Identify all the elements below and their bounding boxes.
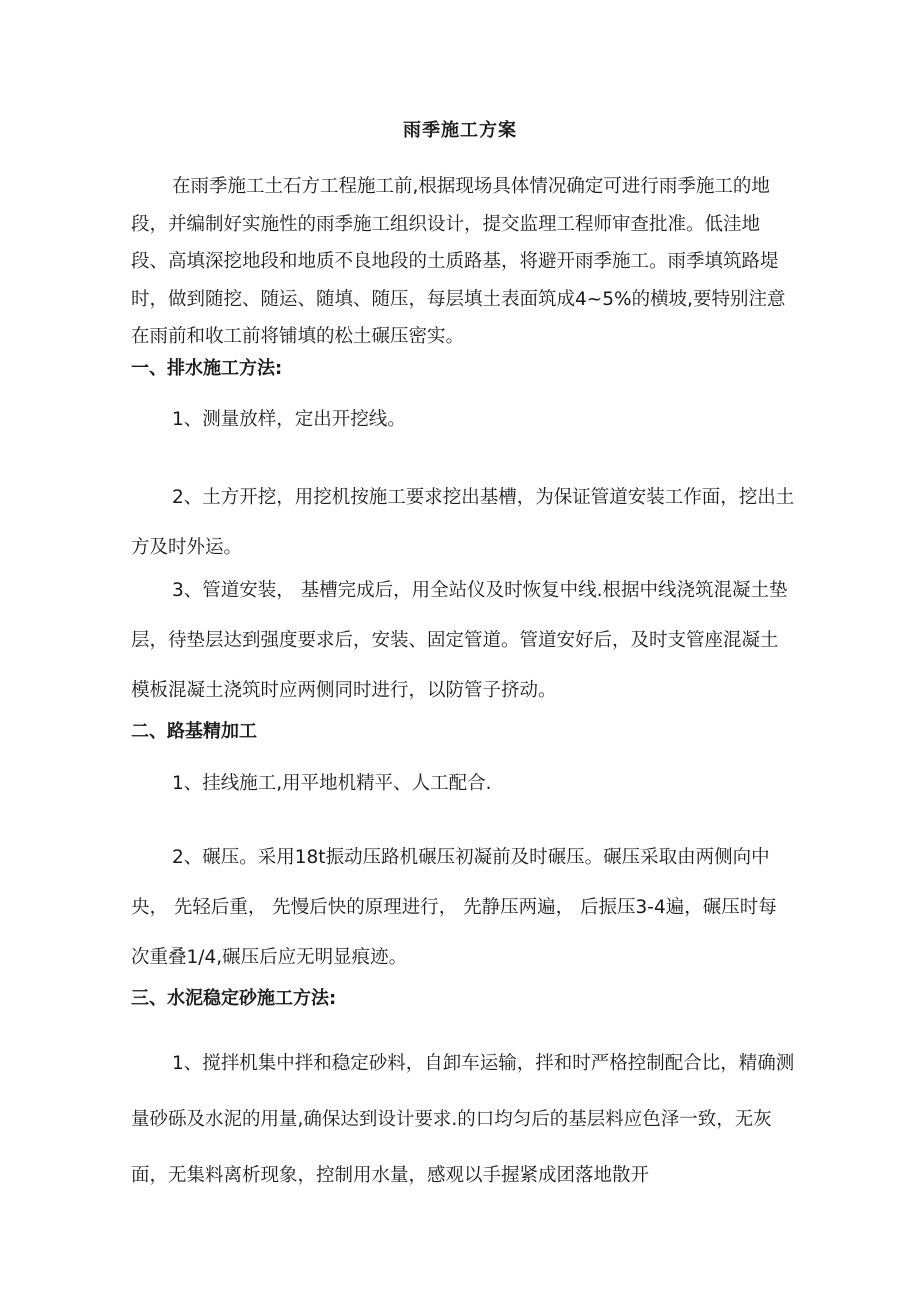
drainage-step-3: 3、管道安装， 基槽完成后，用全站仪及时恢复中线.根据中线浇筑混凝土垫层，待垫层达到强度要求后，安装、固定管道。管道安好后，及时支管座混凝土模板混凝土浇筑时应两侧同时进行，以防管子挤动。 xyxy=(131,580,788,701)
drainage-step-2: 2、土方开挖，用挖机按施工要求挖出基槽，为保证管道安装工作面，挖出土方及时外运。 xyxy=(131,487,795,558)
subgrade-step-1: 1、挂线施工,用平地机精平、人工配合. xyxy=(172,773,492,794)
subgrade-step-2: 2、碾压。采用18t振动压路机碾压初凝前及时碾压。碾压采取由两侧向中央， 先轻后重， 先慢后快的原理进行， 先静压两遍， 后振压3-4遍，碾压时每次重叠1/4,碾压后应无明显痕迹。 xyxy=(131,847,777,968)
intro-paragraph: 在雨季施工土石方工程施工前,根据现场具体情况确定可进行雨季施工的地段，并编制好实施性的雨季施工组织设计，提交监理工程师审查批准。低洼地段、高填深挖地段和地质不良地段的土质路基，将避开雨季施工。雨季填筑路堤时，做到随挖、随运、随填、随压，每层填土表面筑成4~5%的横坡,要特别注意在雨前和收工前将铺填的松土碾压密实。 xyxy=(131,176,786,347)
section-heading-drainage: 一、排水施工方法: xyxy=(131,358,283,379)
section-heading-subgrade: 二、路基精加工 xyxy=(131,721,257,742)
section-heading-cement-sand: 三、水泥稳定砂施工方法: xyxy=(131,988,337,1009)
drainage-step-1: 1、测量放样，定出开挖线。 xyxy=(172,409,406,430)
cement-sand-step-1: 1、搅拌机集中拌和稳定砂料，自卸车运输，拌和时严格控制配合比，精确测量砂砾及水泥的用量,确保达到设计要求.的口均匀后的基层料应色泽一致，无灰面，无集料离析现象，控制用水量，感观以手握紧成团落地散开 xyxy=(131,1053,795,1186)
document-title: 雨季施工方案 xyxy=(403,120,517,141)
